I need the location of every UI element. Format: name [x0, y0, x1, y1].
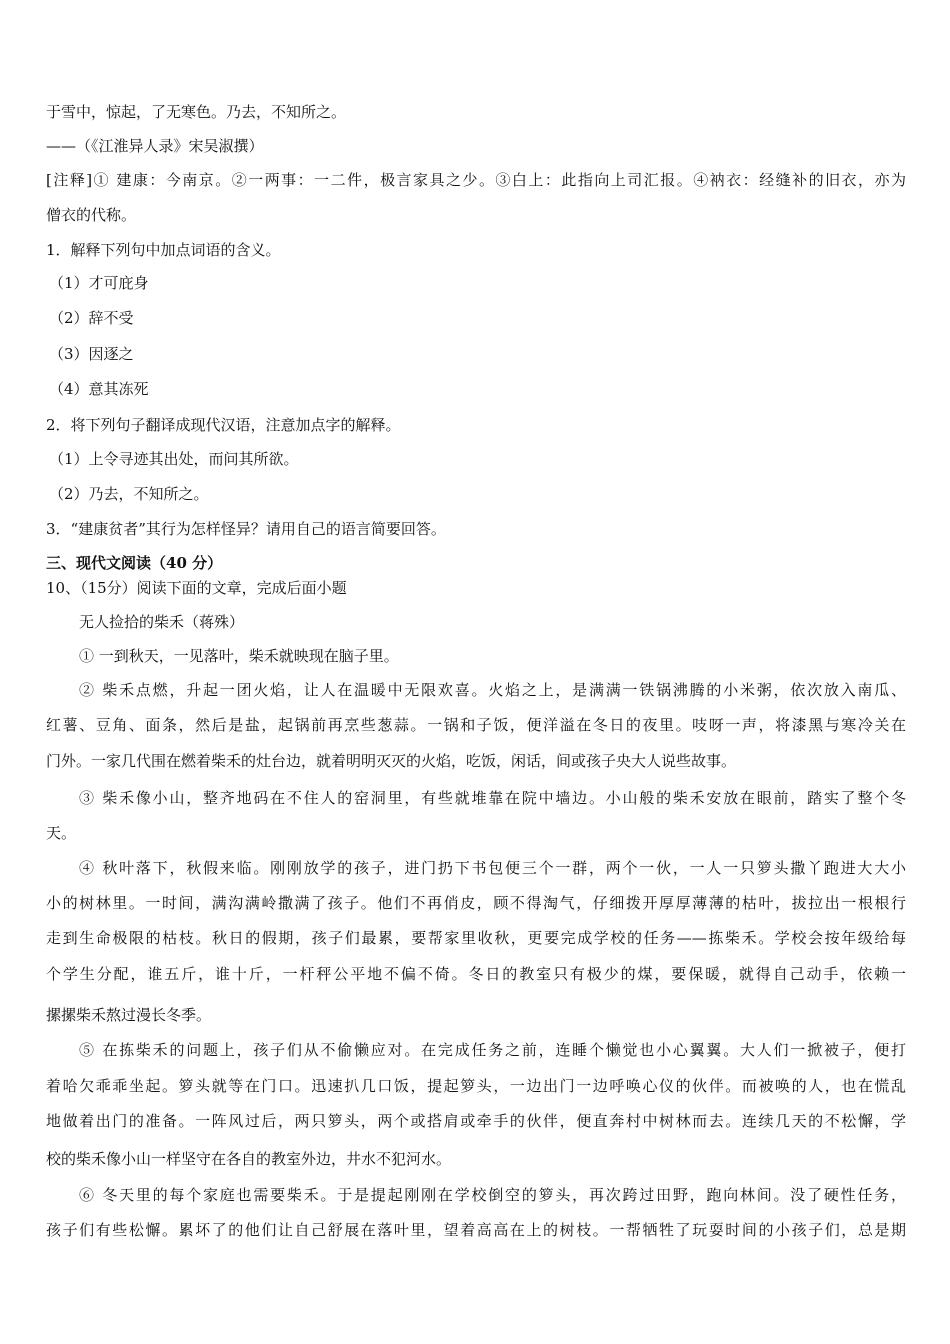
article-line: 地做着出门的准备。一阵风过后，两只箩头，两个或搭肩或牵手的伙伴，便直奔村中树林而去。连续几天的不松懈，学 [46, 1112, 906, 1130]
question-1-2: （2）辞不受 [49, 309, 134, 327]
question-2: 2．将下列句子翻译成现代汉语，注意加点字的解释。 [46, 416, 401, 434]
article-line: 天。 [46, 824, 77, 842]
article-line: 孩子们有些松懈。累坏了的他们让自己舒展在落叶里，望着高高在上的树枝。一帮牺牲了玩耍时间的小孩子们，总是期 [46, 1221, 906, 1239]
question-2-2: （2）乃去，不知所之。 [49, 485, 209, 503]
question-2-1: （1）上令寻迹其出处，而问其所欲。 [49, 450, 299, 468]
article-line: 红薯、豆角、面条，然后是盐，起锅前再烹些葱蒜。一锅和子饭，便洋溢在冬日的夜里。吱呀一声，将漆黑与寒冷关在 [46, 716, 906, 734]
article-line: 校的柴禾像小山一样坚守在各自的教室外边，井水不犯河水。 [46, 1150, 452, 1168]
article-line: ③ 柴禾像小山，整齐地码在不住人的窑洞里，有些就堆靠在院中墙边。小山般的柴禾安放在眼前，踏实了整个冬 [79, 789, 906, 807]
classical-source: ——（《江淮异人录》宋吴淑撰） [46, 137, 264, 155]
question-1-4: （4）意其冻死 [49, 380, 149, 398]
article-title: 无人捡拾的柴禾（蒋殊） [79, 613, 245, 631]
article-line: ① 一到秋天，一见落叶，柴禾就映现在脑子里。 [79, 647, 399, 665]
article-line: 着哈欠乖乖坐起。箩头就等在门口。迅速扒几口饭，提起箩头，一边出门一边呼唤心仪的伙伴。而被唤的人，也在慌乱 [46, 1077, 906, 1095]
section-heading: 三、现代文阅读（40 分） [46, 554, 223, 572]
classical-ending-line: 于雪中，惊起，了无寒色。乃去，不知所之。 [46, 103, 347, 121]
article-line: 走到生命极限的枯枝。秋日的假期，孩子们最累，要帮家里收秋，更要完成学校的任务——拣柴禾。学校会按年级给每 [46, 929, 906, 947]
note-line-2: 僧衣的代称。 [46, 206, 137, 224]
article-line: 小的树林里。一时间，满沟满岭撒满了孩子。他们不再俏皮，顾不得淘气，仔细拨开厚厚薄薄的枯叶，拔拉出一根根行 [46, 894, 906, 912]
section-task: 10、（15分）阅读下面的文章，完成后面小题 [46, 579, 347, 597]
article-line: 门外。一家几代围在燃着柴禾的灶台边，就着明明灭灭的火焰，吃饭，闲话，间或孩子央大人说些故事。 [46, 752, 737, 770]
article-line: 个学生分配，谁五斤，谁十斤，一杆秤公平地不偏不倚。冬日的教室只有极少的煤，要保暖，就得自己动手，依赖一 [46, 965, 906, 983]
article-line: ② 柴禾点燃，升起一团火焰，让人在温暖中无限欢喜。火焰之上，是满满一铁锅沸腾的小米粥，依次放入南瓜、 [79, 681, 906, 699]
question-1-1: （1）才可庇身 [49, 274, 149, 292]
article-line: 摞摞柴禾熬过漫长冬季。 [46, 1006, 212, 1024]
article-line: ④ 秋叶落下，秋假来临。刚刚放学的孩子，进门扔下书包便三个一群，两个一伙，一人一只箩头撒丫跑进大大小 [79, 859, 906, 877]
article-line: ⑤ 在拣柴禾的问题上，孩子们从不偷懒应对。在完成任务之前，连睡个懒觉也小心翼翼。大人们一掀被子，便打 [79, 1041, 906, 1059]
question-1-3: （3）因逐之 [49, 345, 134, 363]
question-1: 1．解释下列句中加点词语的含义。 [46, 241, 281, 259]
question-3: 3．“建康贫者”其行为怎样怪异？请用自己的语言简要回答。 [46, 520, 446, 538]
article-line: ⑥ 冬天里的每个家庭也需要柴禾。于是提起刚刚在学校倒空的箩头，再次跨过田野，跑向林间。没了硬性任务， [79, 1186, 906, 1204]
note-line-1: [注释]① 建康：今南京。②一两事：一二件，极言家具之少。③白上：此指向上司汇报。④衲衣：经缝补的旧衣，亦为 [46, 171, 906, 189]
